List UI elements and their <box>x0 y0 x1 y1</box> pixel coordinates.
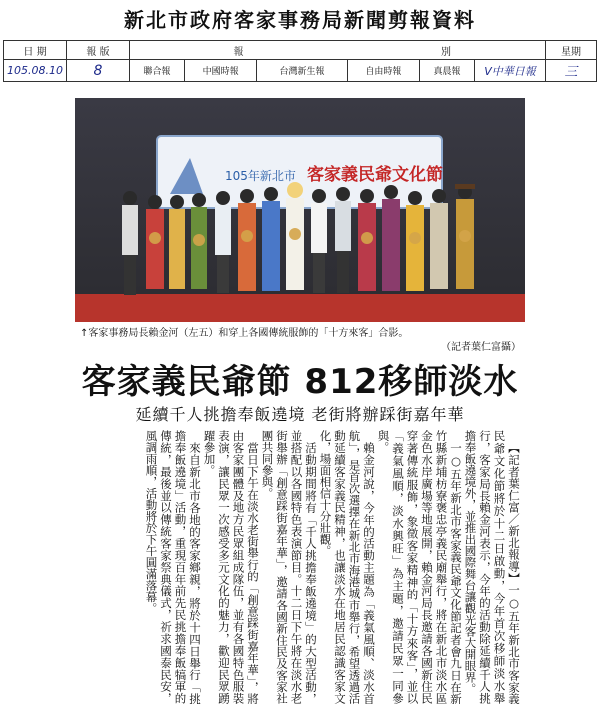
body-paragraph: 【記者葉仁富／新北報導】一○五年新北市客家義民爺文化節將於十二日啟動，今年首次移師淡水舉行，客家局長賴金河表示，今年的活動除延續千人挑擔奉飯遶境外，並推出國際舞台讓觀光客大開眼界。 <box>463 430 521 704</box>
body-paragraph: 活動期間將有「千人挑擔奉飯遶境」的大型活動，並搭配以各國特色表演節目。十二日下午將在淡水老街舉辦「創意踩街嘉年華」，邀請各國新住民及客家社團共同參與。 <box>260 430 318 704</box>
outlet-handwritten: V中華日報 <box>475 60 546 82</box>
clipping-meta-table <box>3 40 597 82</box>
news-clipping <box>75 98 525 708</box>
outlet-chinatimes: 中國時報 <box>184 60 257 82</box>
body-paragraph: 一○五年新北市客家義民爺文化節記者會九日在新竹縣新埔枋寮褒忠亭義民廟舉行，將在新北市淡水區金色水岸廣場等地展開，賴金河局長邀請各國新住民穿著傳統服飾，象徵客家精神的「十方來客」，並以「義氣風順，淡水興旺」為主題，邀請民眾一同參與。 <box>376 430 463 704</box>
body-paragraph: 當日下午在淡水老街舉行的「創意踩街嘉年華」，將由客家團體及地方民眾組成隊伍，並有各國特色服裝表演，讓民眾一次感受多元文化的魅力，歡迎民眾踴躍參加。 <box>202 430 260 704</box>
paper-header: 報 <box>130 41 348 60</box>
weekday-header: 星期 <box>546 41 597 60</box>
banner-title: 客家義民爺文化節 <box>307 165 443 185</box>
date-value: 105.08.10 <box>4 60 67 82</box>
banner-year: 105年新北市 <box>225 169 296 183</box>
outlet-udn: 聯合報 <box>130 60 185 82</box>
edition-value: 8 <box>67 60 130 82</box>
body-paragraph: 賴金河說，今年的活動主題為「義氣風順、淡水首航」，是首次選擇在新北市海港城市舉行，希望透過活動延續客家義民精神，也讓淡水在地居民認識客家文化，場面相信十分壯觀。 <box>318 430 376 704</box>
outlet-shengpao: 台灣新生報 <box>257 60 347 82</box>
article-subhead: 延續千人挑擔奉飯遶境 老街將辦踩街嘉年華 <box>135 405 465 424</box>
event-photo <box>75 98 525 322</box>
outlet-ltn: 自由時報 <box>347 60 420 82</box>
outlet-zhenchen: 真晨報 <box>420 60 475 82</box>
photo-credit: （記者葉仁富攝） <box>441 342 521 353</box>
edition-header: 報 版 <box>67 41 130 60</box>
article-headline: 客家義民爺節 812移師淡水 <box>81 362 519 402</box>
date-header: 日 期 <box>4 41 67 60</box>
paper-header-2: 別 <box>347 41 545 60</box>
photo-caption: ↑客家事務局長賴金河（左五）和穿上各國傳統服飾的「十方來客」合影。 <box>80 328 409 339</box>
body-paragraph: 來自新北市各地的客家鄉親，將於十四日舉行「挑擔奉飯遶境」活動，重現百年前先民挑擔奉飯犒軍的傳統，最後並以傳統客家祭典儀式，祈求國泰民安，風調雨順，活動將於下午圓滿落幕。 <box>144 430 202 704</box>
article-body <box>79 430 521 704</box>
red-carpet <box>75 294 525 322</box>
weekday-value: 三 <box>546 60 597 82</box>
page-title: 新北市政府客家事務局新聞剪報資料 <box>124 8 476 32</box>
